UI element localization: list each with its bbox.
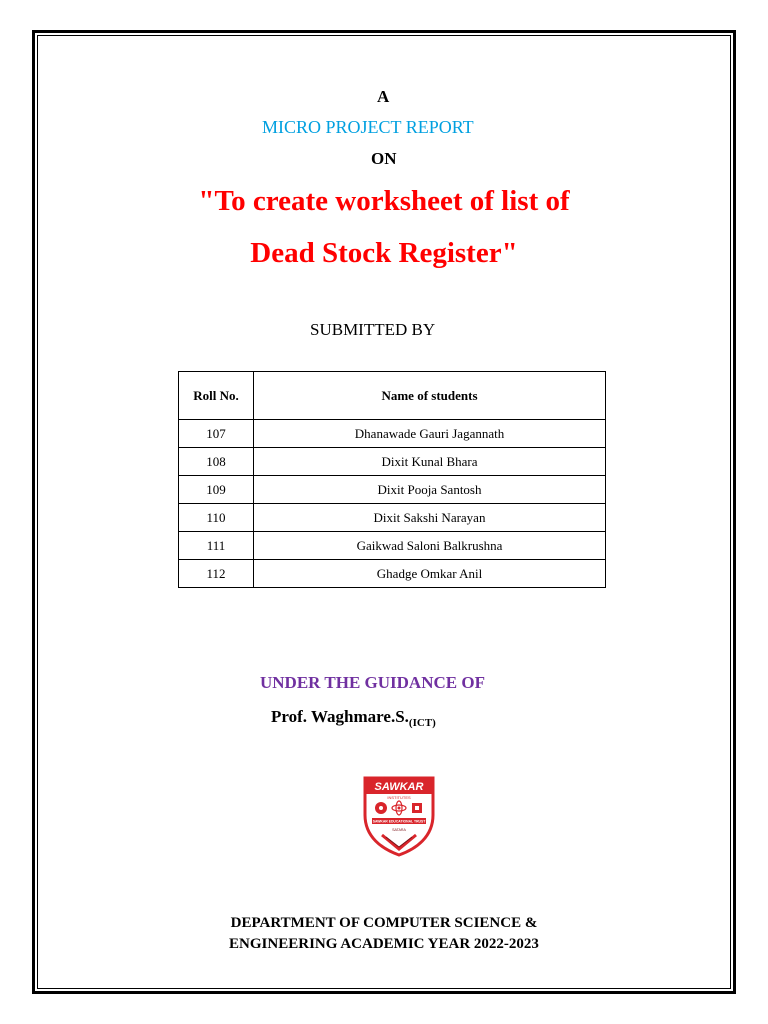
student-name-cell: Ghadge Omkar Anil [254,560,606,588]
department-line2: ENGINEERING ACADEMIC YEAR 2022-2023 [229,936,539,952]
student-name-cell: Dhanawade Gauri Jagannath [254,420,606,448]
table-row [179,560,606,588]
students-table [178,371,606,588]
report-type-label: MICRO PROJECT REPORT [262,117,474,137]
professor-dept: (ICT) [408,717,436,729]
report-title-line2: Dead Stock Register" [250,237,518,269]
logo-trust-text: SAWKAR EDUCATIONAL TRUST [372,819,426,824]
roll-no-cell: 107 [179,420,254,448]
gear-icon [375,802,387,814]
table-row [179,448,606,476]
institute-logo [362,775,436,857]
student-name-cell: Dixit Sakshi Narayan [254,504,606,532]
report-title-line1: "To create worksheet of list of [198,185,570,217]
heading-prefix: A [377,87,390,106]
logo-text: SAWKAR [374,781,424,793]
roll-no-cell: 112 [179,560,254,588]
department-line1: DEPARTMENT OF COMPUTER SCIENCE & [230,915,538,931]
guidance-label: UNDER THE GUIDANCE OF [260,673,485,692]
table-row [179,476,606,504]
roll-no-cell: 109 [179,476,254,504]
roll-no-cell: 110 [179,504,254,532]
student-name-cell: Dixit Kunal Bhara [254,448,606,476]
table-header-row [179,372,606,420]
guide-name [271,707,436,727]
logo-subtext: INSTITUTES [387,795,411,800]
professor-name: Prof. Waghmare.S. [271,707,409,726]
student-name-cell: Dixit Pooja Santosh [254,476,606,504]
roll-no-cell: 111 [179,532,254,560]
submitted-by-label: SUBMITTED BY [310,320,436,339]
table-row [179,420,606,448]
student-name-cell: Gaikwad Saloni Balkrushna [254,532,606,560]
heading-on: ON [371,149,397,168]
logo-place-text: SATARA [392,828,406,832]
tools-icon [412,803,422,813]
student-name-header: Name of students [254,372,606,420]
roll-no-header: Roll No. [179,372,254,420]
roll-no-cell: 108 [179,448,254,476]
table-row [179,504,606,532]
table-row [179,532,606,560]
